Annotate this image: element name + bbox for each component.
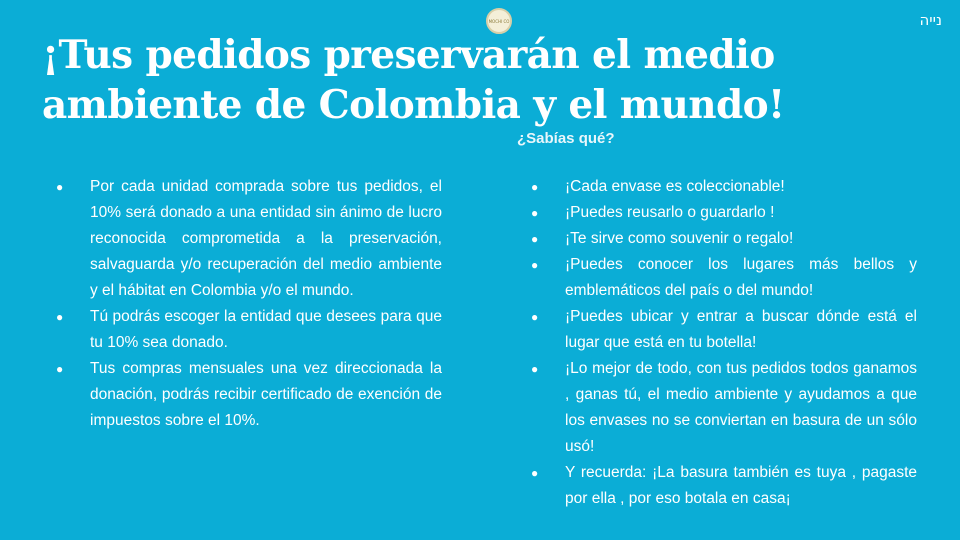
list-item-text: ¡Puedes reusarlo o guardarlo ! [565, 204, 775, 221]
logo-text: MOCHI CO [488, 18, 510, 24]
bullet-icon: ● [531, 206, 539, 220]
bullet-icon: ● [531, 466, 539, 480]
subtitle: ¿Sabías qué? [517, 130, 615, 147]
bullet-icon: ● [531, 258, 539, 272]
list-item-text: ¡Lo mejor de todo, con tus pedidos todos ganamos , ganas tú, el medio ambiente y ayudamos a que los envases no se conviertan en basura de un sólo usó! [565, 360, 917, 455]
bullet-icon: ● [56, 362, 64, 376]
list-item-text: ¡Cada envase es coleccionable! [565, 178, 785, 195]
list-item [56, 174, 442, 304]
list-item-text: ¡Te sirve como souvenir o regalo! [565, 230, 794, 247]
list-item [531, 356, 917, 460]
list-item [531, 174, 917, 200]
list-item-text: Por cada unidad comprada sobre tus pedidos, el 10% será donado a una entidad sin ánimo de lucro reconocida comprometida a la preservación, salvaguarda y/o recuperación del medio ambiente y el hábitat en Colombia y/o el mundo. [90, 178, 442, 299]
bullet-icon: ● [531, 180, 539, 194]
list-item [531, 226, 917, 252]
list-item [531, 304, 917, 356]
bullet-icon: ● [56, 310, 64, 324]
left-bullet-list [56, 174, 442, 434]
list-item [531, 460, 917, 512]
bullet-icon: ● [531, 362, 539, 376]
list-item-text: ¡Puedes conocer los lugares más bellos y emblemáticos del país o del mundo! [565, 256, 917, 299]
list-item-text: Tus compras mensuales una vez direccionada la donación, podrás recibir certificado de exención de impuestos sobre el 10%. [90, 360, 442, 429]
bullet-icon: ● [56, 180, 64, 194]
list-item-text: ¡Puedes ubicar y entrar a buscar dónde está el lugar que está en tu botella! [565, 308, 917, 351]
right-bullet-list [531, 174, 917, 512]
list-item [531, 200, 917, 226]
list-item-text: Y recuerda: ¡La basura también es tuya , pagaste por ella , por eso botala en casa¡ [565, 464, 917, 507]
bullet-icon: ● [531, 232, 539, 246]
page-title: ¡Tus pedidos preservarán el medio ambiente de Colombia y el mundo! [42, 32, 785, 128]
list-item [56, 304, 442, 356]
list-item-text: Tú podrás escoger la entidad que desees para que tu 10% sea donado. [90, 308, 442, 351]
corner-label: נייה [919, 11, 942, 29]
list-item [56, 356, 442, 434]
list-item [531, 252, 917, 304]
bullet-icon: ● [531, 310, 539, 324]
